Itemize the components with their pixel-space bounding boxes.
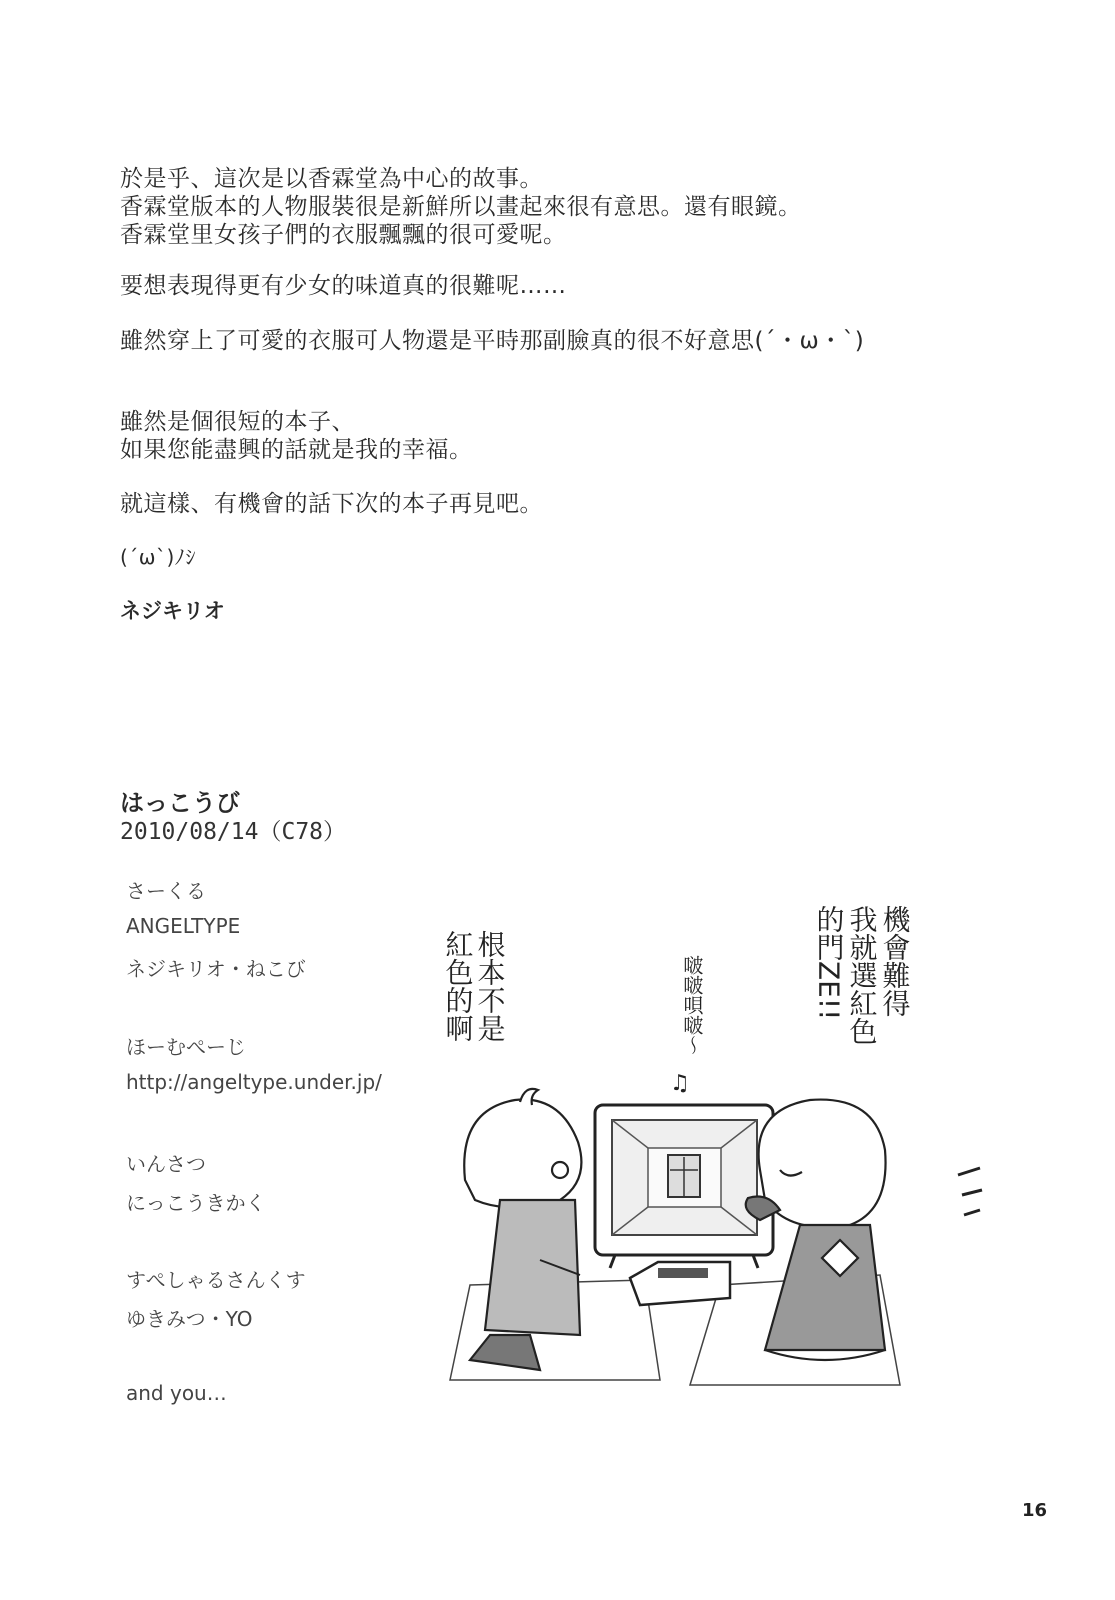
chibi-illustration: [430, 880, 990, 1420]
afterword-line: 香霖堂里女孩子們的衣服飄飄的很可愛呢。: [120, 222, 567, 248]
afterword-line: 雖然穿上了可愛的衣服可人物還是平時那副臉真的很不好意思(´・ω・`): [120, 328, 865, 354]
bubble-left-col: 根本不是: [473, 930, 507, 1042]
left-character-icon: [464, 1089, 581, 1370]
printer-name: にっこうきかく: [126, 1191, 266, 1215]
members: ネジキリオ・ねこび: [126, 957, 306, 981]
bubble-middle-col: 啵啵唄啵～: [680, 955, 704, 1055]
bubble-right-col: 我就選紅色: [845, 905, 879, 1045]
afterword-line: 就這樣、有機會的話下次的本子再見吧。: [120, 491, 543, 517]
afterword-line: 於是乎、這次是以香霖堂為中心的故事。: [120, 166, 543, 192]
printer-label: いんさつ: [126, 1152, 206, 1176]
circle-name: ANGELTYPE: [126, 914, 241, 938]
afterword-line: 香霖堂版本的人物服裝很是新鮮所以畫起來很有意思。還有眼鏡。: [120, 194, 802, 220]
bubble-right: [813, 905, 912, 1045]
motion-lines-icon: [958, 1168, 982, 1215]
circle-label: さーくる: [126, 879, 206, 903]
colophon-title: はっこうび: [120, 789, 240, 817]
homepage-url: http://angeltype.under.jp/: [126, 1070, 382, 1094]
bubble-middle: [670, 955, 704, 1096]
emoticon: (´ω`)ﾉｼ: [120, 545, 196, 569]
homepage-label: ほーむぺーじ: [126, 1035, 246, 1059]
afterword-line: 如果您能盡興的話就是我的幸福。: [120, 437, 473, 463]
thanks-label: すぺしゃるさんくす: [126, 1268, 306, 1292]
bubble-right-col: 機會難得: [878, 905, 912, 1017]
game-console-icon: [630, 1262, 730, 1305]
bubble-right-col: 的門ZE!!: [812, 905, 846, 1021]
music-note-icon: ♫: [670, 1071, 690, 1096]
bubble-left-col: 紅色的啊: [441, 930, 475, 1042]
afterword-line: 雖然是個很短的本子、: [120, 409, 355, 435]
publication-date: 2010/08/14（C78）: [120, 819, 347, 845]
thanks-names: ゆきみつ・YO: [126, 1307, 253, 1331]
bubble-left: [442, 930, 507, 1042]
author-signature: ネジキリオ: [120, 599, 225, 623]
afterword-line: 要想表現得更有少女的味道真的很難呢……: [120, 273, 567, 299]
tv-icon: [595, 1105, 773, 1268]
page-number: 16: [1022, 1500, 1048, 1521]
and-you: and you…: [126, 1381, 227, 1405]
